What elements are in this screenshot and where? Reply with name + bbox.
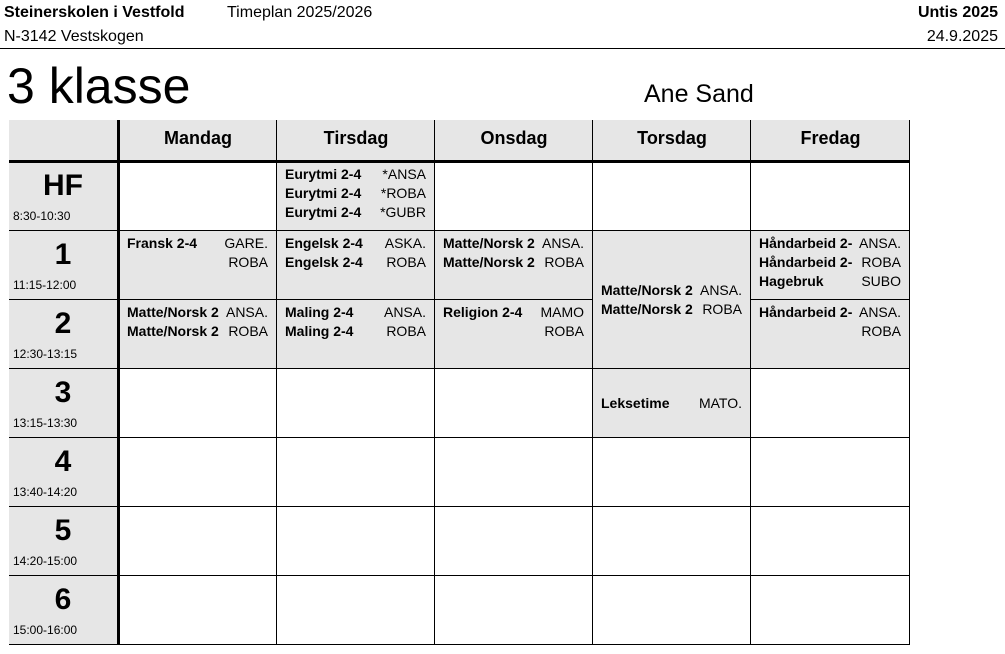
- period-number: 5: [54, 514, 72, 547]
- header-separator: [9, 160, 910, 163]
- period-number: 6: [54, 583, 72, 616]
- empty-slot: [751, 576, 910, 645]
- lesson-teacher-code: *ROBA: [380, 185, 426, 201]
- period-column-separator: [117, 120, 120, 645]
- lesson-teacher-code: *GUBR: [380, 204, 426, 220]
- day-label: Tirsdag: [323, 128, 389, 148]
- lesson-subject: Engelsk 2-4: [285, 254, 363, 270]
- lesson-teacher-code: ROBA: [544, 323, 584, 339]
- lesson-teacher-code: ROBA: [228, 254, 268, 270]
- lesson-teacher-code: ANSA.: [541, 235, 584, 251]
- lesson-subject: Hagebruk: [759, 273, 824, 289]
- lesson-subject: Matte/Norsk 2: [601, 301, 693, 317]
- lesson-teacher-code: ROBA: [386, 323, 426, 339]
- lesson-subject: Leksetime: [601, 395, 670, 411]
- empty-slot: [119, 438, 277, 507]
- school-address: N-3142 Vestskogen: [4, 28, 144, 45]
- period-number: 4: [54, 445, 72, 478]
- empty-slot: [435, 507, 593, 576]
- lesson-subject: Eurytmi 2-4: [285, 185, 362, 201]
- day-label: Onsdag: [480, 128, 548, 148]
- period-number: 2: [54, 307, 72, 340]
- lesson-teacher-code: ROBA: [386, 254, 426, 270]
- lesson-subject: Matte/Norsk 2: [443, 235, 535, 251]
- lesson-subject: Håndarbeid 2-: [759, 254, 853, 270]
- empty-slot: [119, 369, 277, 438]
- empty-slot: [435, 438, 593, 507]
- plan-title: Timeplan 2025/2026: [227, 4, 373, 21]
- empty-slot: [119, 507, 277, 576]
- empty-slot: [751, 507, 910, 576]
- period-time: 14:20-15:00: [13, 554, 78, 568]
- lesson-subject: Håndarbeid 2-: [759, 235, 853, 251]
- lesson-teacher-code: ROBA: [861, 323, 901, 339]
- corner-cell: [9, 120, 119, 162]
- empty-slot: [277, 507, 435, 576]
- empty-slot: [435, 576, 593, 645]
- lesson-teacher-code: ROBA: [702, 301, 742, 317]
- day-label: Torsdag: [637, 128, 707, 148]
- period-time: 13:15-13:30: [13, 416, 78, 430]
- lesson-subject: Engelsk 2-4: [285, 235, 363, 251]
- period-number: HF: [43, 169, 83, 202]
- print-date: 24.9.2025: [926, 28, 998, 45]
- empty-slot: [751, 438, 910, 507]
- lesson-subject: Fransk 2-4: [127, 235, 198, 251]
- lesson-subject: Matte/Norsk 2: [127, 323, 219, 339]
- period-number: 1: [54, 238, 72, 271]
- lesson-teacher-code: MATO.: [698, 395, 742, 411]
- period-time: 12:30-13:15: [13, 347, 78, 361]
- lesson-subject: Matte/Norsk 2: [601, 282, 693, 298]
- teacher-name: Ane Sand: [644, 80, 754, 108]
- lesson-teacher-code: ASKA.: [384, 235, 426, 251]
- lesson-teacher-code: ROBA: [861, 254, 901, 270]
- lesson-teacher-code: ROBA: [544, 254, 584, 270]
- period-time: 11:15-12:00: [13, 278, 77, 292]
- lesson-subject: Matte/Norsk 2: [127, 304, 219, 320]
- lesson-teacher-code: *ANSA: [382, 166, 426, 182]
- day-label: Mandag: [163, 128, 232, 148]
- lesson-subject: Maling 2-4: [285, 323, 354, 339]
- lesson-teacher-code: ANSA.: [383, 304, 426, 320]
- class-title: 3 klasse: [7, 58, 191, 114]
- empty-slot: [435, 162, 593, 231]
- empty-slot: [277, 369, 435, 438]
- lesson-subject: Eurytmi 2-4: [285, 204, 362, 220]
- empty-slot: [277, 438, 435, 507]
- day-label: Fredag: [800, 128, 861, 148]
- lesson-subject: Eurytmi 2-4: [285, 166, 362, 182]
- lesson-teacher-code: MAMO: [540, 304, 584, 320]
- lesson-teacher-code: SUBO: [861, 273, 901, 289]
- empty-slot: [593, 507, 751, 576]
- lesson-teacher-code: ANSA.: [225, 304, 268, 320]
- empty-slot: [593, 576, 751, 645]
- period-time: 15:00-16:00: [13, 623, 78, 637]
- empty-slot: [277, 576, 435, 645]
- software-label: Untis 2025: [917, 4, 998, 21]
- empty-slot: [119, 576, 277, 645]
- school-name: Steinerskolen i Vestfold: [4, 4, 185, 21]
- lesson-teacher-code: ANSA.: [858, 304, 901, 320]
- empty-slot: [435, 369, 593, 438]
- empty-slot: [751, 162, 910, 231]
- lesson-subject: Maling 2-4: [285, 304, 354, 320]
- empty-slot: [593, 438, 751, 507]
- lesson-teacher-code: ANSA.: [699, 282, 742, 298]
- empty-slot: [751, 369, 910, 438]
- period-time: 8:30-10:30: [13, 209, 71, 223]
- empty-slot: [119, 162, 277, 231]
- empty-slot: [593, 162, 751, 231]
- period-number: 3: [54, 376, 72, 409]
- lesson-subject: Håndarbeid 2-: [759, 304, 853, 320]
- period-time: 13:40-14:20: [13, 485, 78, 499]
- lesson-subject: Matte/Norsk 2: [443, 254, 535, 270]
- lesson-teacher-code: ANSA.: [858, 235, 901, 251]
- lesson-teacher-code: ROBA: [228, 323, 268, 339]
- lesson-subject: Religion 2-4: [443, 304, 523, 320]
- lesson-teacher-code: GARE.: [224, 235, 268, 251]
